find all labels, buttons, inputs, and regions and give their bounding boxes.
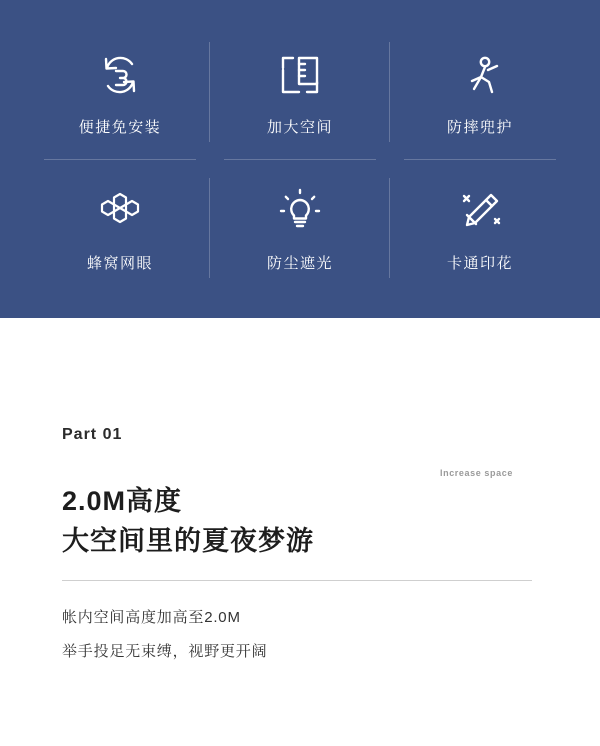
feature-item-fall-protection (390, 24, 570, 160)
feature-item-cartoon-print (390, 160, 570, 296)
honeycomb-mesh-icon (93, 184, 147, 238)
refresh-arrows-icon (93, 48, 147, 102)
description-line-2: 举手投足无束缚，视野更开阔 (62, 643, 268, 660)
feature-label: 防摔兜护 (446, 118, 513, 136)
feature-item-dust-shade (210, 160, 390, 296)
lamp-shade-icon (273, 184, 327, 238)
section-content (0, 318, 600, 746)
feature-label: 便捷免安装 (78, 118, 162, 136)
feature-item-honeycomb-mesh (30, 160, 210, 296)
feature-label: 蜂窝网眼 (86, 254, 153, 272)
divider (62, 580, 532, 581)
feature-grid (30, 24, 570, 296)
page-title (62, 481, 532, 561)
description-block (62, 601, 532, 669)
feature-label: 防尘遮光 (266, 254, 333, 272)
pencil-print-icon (453, 184, 507, 238)
ruler-measure-icon (273, 48, 327, 102)
headline-line-1: 2.0M高度 (62, 486, 183, 516)
part-label: Part 01 (62, 426, 123, 443)
feature-label: 加大空间 (266, 118, 333, 136)
feature-item-easy-install (30, 24, 210, 160)
feature-label: 卡通印花 (446, 254, 513, 272)
feature-item-more-space (210, 24, 390, 160)
eyebrow-english-label: Increase space (440, 468, 513, 478)
feature-panel (0, 0, 600, 318)
person-falling-protection-icon (453, 48, 507, 102)
description-line-1: 帐内空间高度加高至2.0M (62, 609, 241, 626)
headline-line-2: 大空间里的夏夜梦游 (62, 526, 314, 556)
